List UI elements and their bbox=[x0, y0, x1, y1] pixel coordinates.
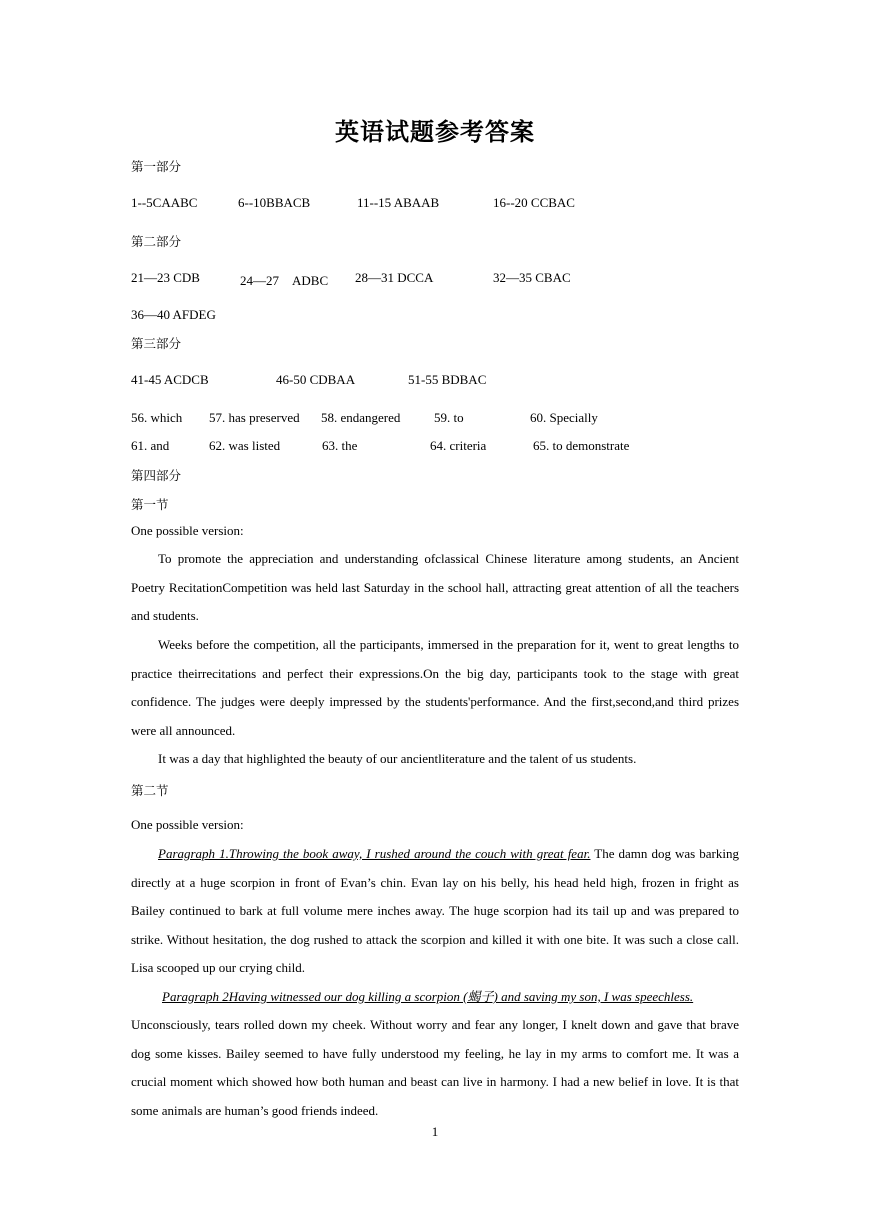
continuation-paragraph-2-body: Unconsciously, tears rolled down my cheek. Without worry and fear any longer, I knelt down and gave that brave dog some kisses. Bailey seemed to have fully understood my feeling, he lay in my arms to comfort me. It was a crucial moment which showed how both human and beast can live in harmony. I had a new belief in love. It is that some animals are human’s good friends indeed. bbox=[131, 1017, 739, 1118]
paragraph-lead-sentence: Paragraph 2Having witnessed our dog killing a scorpion (蝎子) and saving my son, I was speechless. bbox=[162, 989, 694, 1004]
paragraph-body: The damn dog was barking directly at a huge scorpion in front of Evan’s chin. Evan lay on his belly, his head held high, frozen in fright as Bailey continued to bark at full volume mere inches away. The huge scorpion had its tail up and was prepared to strike. Without hesitation, the dog rushed to attack the scorpion and killed it with one bite. It was such a close call. Lisa scooped up our crying child. bbox=[131, 846, 739, 975]
answer-group: 24—27 ADBC bbox=[240, 273, 329, 288]
answer-group: 16--20 CCBAC bbox=[493, 195, 575, 210]
part2-heading: 第二部分 bbox=[131, 234, 182, 249]
fill-answer: 57. has preserved bbox=[209, 410, 300, 425]
fill-answer: 64. criteria bbox=[430, 438, 487, 453]
answer-group: 51-55 BDBAC bbox=[408, 372, 487, 387]
fill-answer: 65. to demonstrate bbox=[533, 438, 630, 453]
part4-heading: 第四部分 bbox=[131, 468, 182, 483]
fill-answer: 56. which bbox=[131, 410, 183, 425]
part1-heading: 第一部分 bbox=[131, 159, 182, 174]
fill-answer: 61. and bbox=[131, 438, 170, 453]
answer-group: 36—40 AFDEG bbox=[131, 307, 216, 322]
fill-answer: 63. the bbox=[322, 438, 358, 453]
answer-group: 11--15 ABAAB bbox=[357, 195, 440, 210]
section1-intro: One possible version: bbox=[131, 523, 244, 538]
answer-group: 21—23 CDB bbox=[131, 270, 200, 285]
answer-group: 6--10BBACB bbox=[238, 195, 311, 210]
continuation-paragraph-2-lead bbox=[131, 983, 739, 1012]
essay-paragraph: Weeks before the competition, all the participants, immersed in the preparation for it, went to great lengths to practice theirrecitations and perfect their expressions.On the big day, participants took to the stage with great confidence. The judges were deeply impressed by the students'performance. And the first,second,and third prizes were all announced. bbox=[131, 637, 739, 738]
paragraph-lead-sentence: Paragraph 1.Throwing the book away, I rushed around the couch with great fear. bbox=[158, 846, 591, 861]
section2-heading: 第二节 bbox=[131, 783, 169, 798]
answer-group: 32—35 CBAC bbox=[493, 270, 571, 285]
section1-heading: 第一节 bbox=[131, 497, 169, 512]
fill-answer: 62. was listed bbox=[209, 438, 281, 453]
fill-answer: 59. to bbox=[434, 410, 464, 425]
answer-group: 1--5CAABC bbox=[131, 195, 198, 210]
essay-paragraph: It was a day that highlighted the beauty of our ancientliterature and the talent of us students. bbox=[158, 751, 637, 766]
essay-paragraph: To promote the appreciation and understanding ofclassical Chinese literature among students, an Ancient Poetry RecitationCompetition was held last Saturday in the school hall, attracting great attention of all the teachers and students. bbox=[131, 551, 739, 623]
page-number: 1 bbox=[431, 1124, 439, 1139]
answer-group: 28—31 DCCA bbox=[355, 270, 434, 285]
section2-intro: One possible version: bbox=[131, 817, 244, 832]
answer-group: 41-45 ACDCB bbox=[131, 372, 209, 387]
page-title: 英语试题参考答案 bbox=[335, 118, 535, 146]
fill-answer: 60. Specially bbox=[530, 410, 598, 425]
part3-heading: 第三部分 bbox=[131, 336, 182, 351]
continuation-paragraph-1 bbox=[131, 840, 739, 983]
answer-group: 46-50 CDBAA bbox=[276, 372, 356, 387]
fill-answer: 58. endangered bbox=[321, 410, 401, 425]
